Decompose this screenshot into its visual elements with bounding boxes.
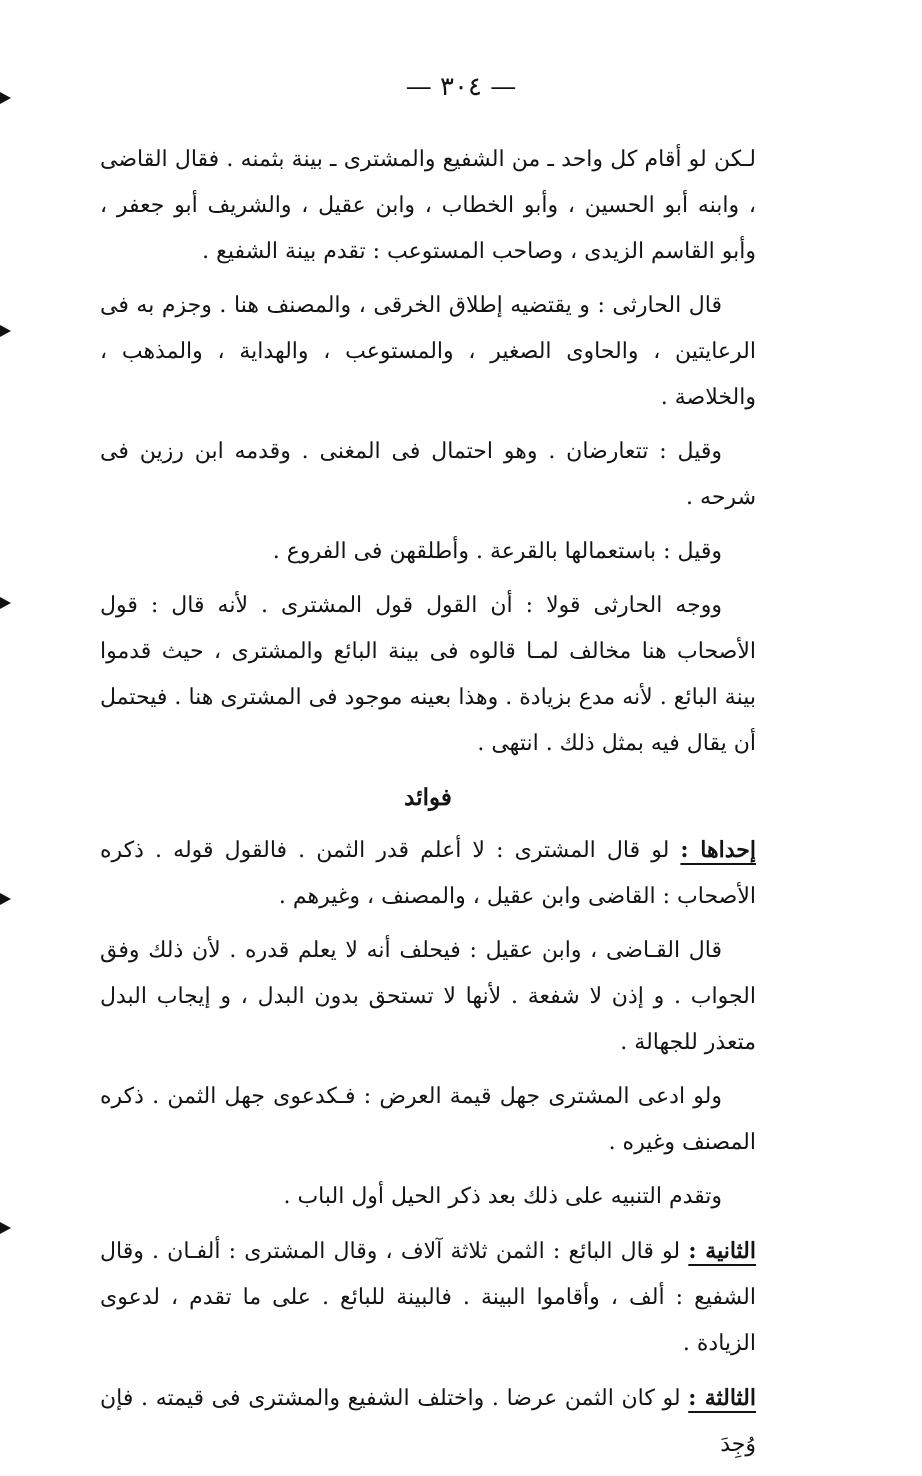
benefit-label: الثالثة : [688, 1385, 756, 1411]
benefit-paragraph [100, 827, 756, 920]
benefit-label: الثانية : [688, 1238, 756, 1264]
paragraph: قال الحارثى : و يقتضيه إطلاق الخرقى ، والمصنف هنا . وجزم به فى الرعايتين ، والحاوى الصغير ، والمستوعب ، والهداية ، والمذهب ، والخلاصة . [100, 293, 756, 410]
benefit-label: إحداها : [680, 837, 756, 863]
paragraph: قال القـاضى ، وابن عقيل : فيحلف أنه لا يعلم قدره . لأن ذلك وفق الجواب . و إذن لا شفعة . لأنها لا تستحق بدون البدل ، و إيجاب البدل متعذر للجهالة . [100, 938, 756, 1055]
paragraph: وقيل : باستعمالها بالقرعة . وأطلقهن فى الفروع . [272, 539, 722, 564]
page-number: — ٣٠٤ — [405, 72, 517, 102]
paragraph: ولو ادعى المشترى جهل قيمة العرض : فـكدعوى جهل الثمن . ذكره المصنف وغيره . [100, 1084, 756, 1155]
margin-mark [0, 597, 11, 609]
paragraph: وقيل : تتعارضان . وهو احتمال فى المغنى . وقدمه ابن رزين فى شرحه . [100, 439, 756, 510]
paragraph: ووجه الحارثى قولا : أن القول قول المشترى . لأنه قال : قول الأصحاب هنا مخالف لمـا قالوه فى بينة البائع والمشترى ، حيث قدموا بينة البائع . لأنه مدع بزيادة . وهذا بعينه موجود فى المشترى هنا . فيحتمل أن يقال فيه بمثل ذلك . انتهى . [100, 593, 756, 756]
paragraph: لـكن لو أقام كل واحد ـ من الشفيع والمشترى ـ بينة بثمنه . فقال القاضى ، وابنه أبو الحسين ، وأبو الخطاب ، وابن عقيل ، والشريف أبو جعفر ، وأبو القاسم الزيدى ، وصاحب المستوعب : تقدم بينة الشفيع . [100, 147, 756, 264]
margin-mark [0, 893, 11, 905]
benefit-text: لو كان الثمن عرضا . واختلف الشفيع والمشترى فى قيمته . فإن وُجِدَ [100, 1386, 756, 1457]
margin-mark [0, 1222, 11, 1234]
page-body [100, 137, 756, 1476]
benefit-text: لو قال البائع : الثمن ثلاثة آلاف ، وقال المشترى : ألفـان . وقال الشفيع : ألف ، وأقاموا البينة . فالبينة للبائع . على ما تقدم ، لدعوى الزيادة . [100, 1239, 756, 1356]
section-heading: فوائد [404, 784, 452, 811]
benefit-paragraph [100, 1228, 756, 1367]
paragraph: وتقدم التنبيه على ذلك بعد ذكر الحيل أول الباب . [283, 1184, 722, 1209]
benefit-text: لو قال المشترى : لا أعلم قدر الثمن . فالقول قوله . ذكره الأصحاب : القاضى وابن عقيل ، والمصنف ، وغيرهم . [100, 838, 756, 909]
benefit-paragraph [100, 1375, 756, 1468]
margin-mark [0, 325, 11, 337]
